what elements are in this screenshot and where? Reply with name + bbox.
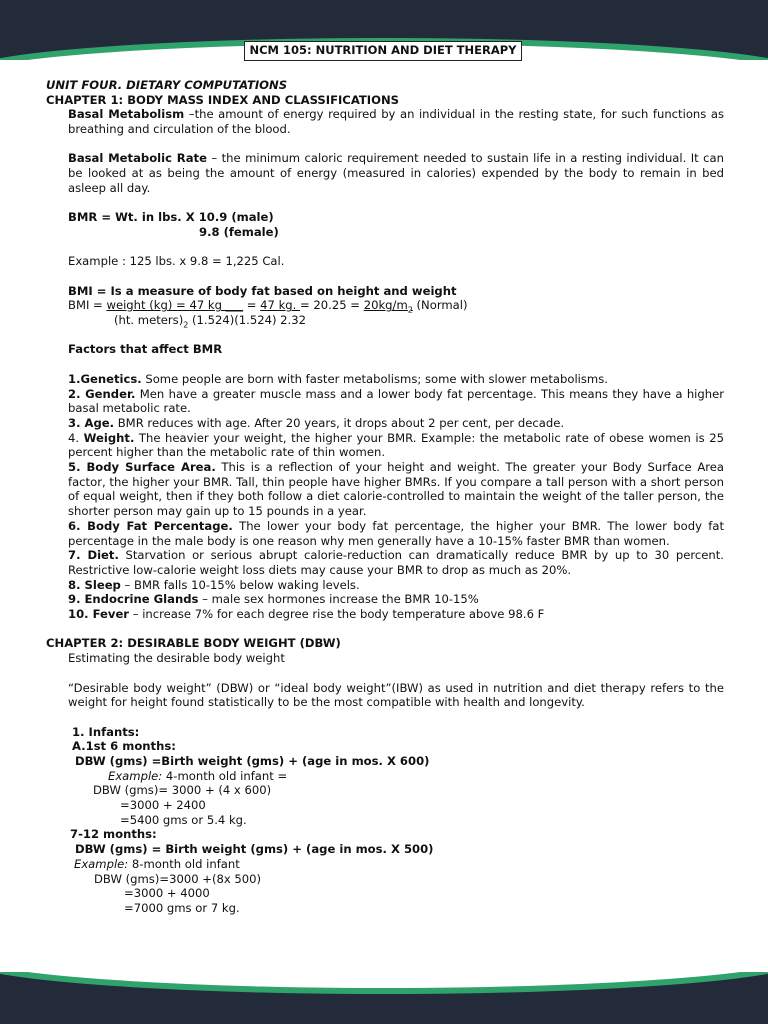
- dbw-formula-0-6-months: DBW (gms) =Birth weight (gms) + (age in mos. X 600): [75, 754, 430, 768]
- factor-endocrine-glands: 9. Endocrine Glands – male sex hormones increase the BMR 10-15%: [68, 592, 479, 607]
- first-six-months-heading: A.1st 6 months:: [72, 739, 176, 754]
- basal-metabolism-definition: Basal Metabolism –the amount of energy required by an individual in the resting state, for such functions as breathing and circulation of the blood.: [68, 107, 724, 137]
- example-1-calc-1: DBW (gms)= 3000 + (4 x 600): [93, 783, 272, 798]
- example-2-calc-3: =7000 gms or 7 kg.: [124, 900, 240, 915]
- bmi-heading: BMI = Is a measure of body fat based on height and weight: [68, 283, 457, 298]
- example-2-label: Example: 8-month old infant: [74, 856, 240, 871]
- bottom-decorative-band: [0, 972, 768, 1024]
- factor-sleep: 8. Sleep – BMR falls 10-15% below waking levels.: [68, 577, 360, 592]
- factor-gender: 2. Gender. Men have a greater muscle mass and a lower body fat percentage. This means they have a higher basal metabolic rate.: [68, 386, 724, 416]
- chapter-2-subtitle: Estimating the desirable body weight: [68, 651, 285, 666]
- example-2-calc-1: DBW (gms)=3000 +(8x 500): [94, 871, 262, 886]
- infants-heading: 1. Infants:: [72, 724, 140, 739]
- factor-weight: 4. Weight. The heavier your weight, the higher your BMR. Example: the metabolic rate of obese women is 25 percent higher than the metabolic rate of thin women.: [68, 430, 725, 460]
- factor-age: 3. Age. BMR reduces with age. After 20 years, it drops about 2 per cent, per decade.: [68, 415, 565, 430]
- factors-title: Factors that affect BMR: [68, 342, 223, 357]
- factor-genetics: 1.Genetics. Some people are born with faster metabolisms; some with slower metabolisms.: [68, 371, 608, 386]
- example-1-label: Example: 4-month old infant =: [108, 768, 288, 783]
- dbw-formula-7-12-months: DBW (gms) = Birth weight (gms) + (age in mos. X 500): [75, 842, 434, 857]
- example-1-calc-3: =5400 gms or 5.4 kg.: [120, 812, 247, 827]
- dbw-definition: “Desirable body weight” (DBW) or “ideal body weight”(IBW) as used in nutrition and diet therapy refers to the weight for height found statistically to be the most compatible with health and longevity.: [68, 680, 724, 710]
- example-1-calc-2: =3000 + 2400: [120, 798, 206, 813]
- bmr-example: Example : 125 lbs. x 9.8 = 1,225 Cal.: [68, 254, 285, 269]
- factor-body-surface-area: 5. Body Surface Area. This is a reflection of your height and weight. The greater your Body Surface Area factor, the higher your BMR. Tall, thin people have higher BMRs. If you compare a tall person with a short person of equal weight, then if they both follow a diet calorie-controlled to maintain the weight of the taller person, the shorter person may gain up to 15 pounds in a year.: [68, 460, 724, 519]
- chapter-2-title: CHAPTER 2: DESIRABLE BODY WEIGHT (DBW): [46, 636, 341, 651]
- factor-body-fat-percentage: 6. Body Fat Percentage. The lower your body fat percentage, the higher your BMR. The lower body fat percentage in the male body is one reason why men generally have a 10-15% faster BMR than women.: [68, 518, 725, 548]
- chapter-1-title: CHAPTER 1: BODY MASS INDEX AND CLASSIFICATIONS: [46, 92, 400, 107]
- bmr-formula-male: BMR = Wt. in lbs. X 10.9 (male): [68, 210, 274, 225]
- page-content: [46, 78, 724, 916]
- bmi-formula: BMI = weight (kg) = 47 kg ___ = 47 kg. = $20.25 = 20kg/m_2$ (Normal): [68, 298, 468, 315]
- document-header-title: NCM 105: NUTRITION AND DIET THERAPY: [244, 41, 522, 61]
- bmi-formula-denominator: (ht. $meters)_2$ (1.524)(1.524) 2.32: [114, 313, 306, 330]
- seven-to-twelve-months-heading: 7-12 months:: [70, 827, 157, 842]
- factor-diet: 7. Diet. Starvation or serious abrupt calorie-reduction can dramatically reduce BMR by up to 30 percent. Restrictive low-calorie weight loss diets may cause your BMR to drop as much as 20%.: [68, 548, 724, 577]
- example-2-calc-2: =3000 + 4000: [124, 886, 210, 901]
- factor-fever: 10. Fever – increase 7% for each degree rise the body temperature above 98.6 F: [68, 607, 545, 622]
- bmr-definition: Basal Metabolic Rate – the minimum caloric requirement needed to sustain life in a resting individual. It can be looked at as being the amount of energy (measured in calories) expended by the body to remain in bed asleep all day.: [68, 151, 724, 195]
- bmr-formula-female: 9.8 (female): [199, 224, 279, 239]
- unit-title: UNIT FOUR. DIETARY COMPUTATIONS: [46, 78, 288, 92]
